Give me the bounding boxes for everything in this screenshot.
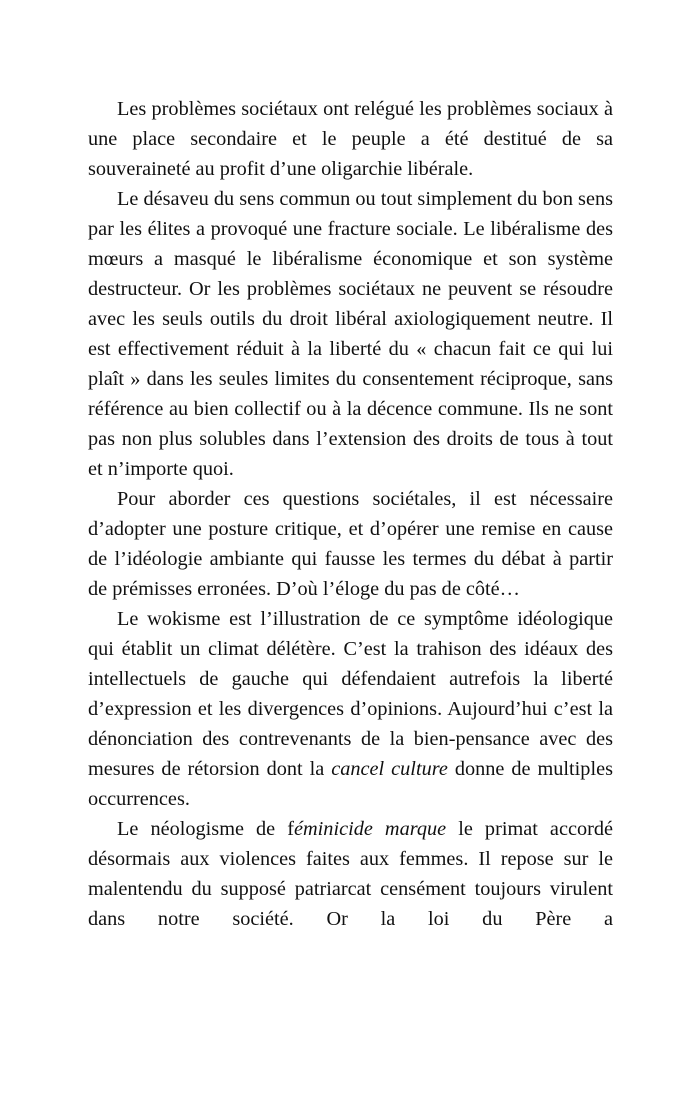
paragraph-text: donne de multiples occurrences.	[88, 758, 613, 810]
paragraph	[88, 604, 613, 814]
paragraph-text: Pour aborder ces questions sociétales, il est nécessaire d’adopter une posture critique, et d’opérer une remise en cause de l’idéologie ambiante qui fausse les termes du débat à partir de prémisses erronées. D’où l’éloge du pas de côté…	[88, 488, 613, 600]
paragraph	[88, 814, 613, 934]
italic-term: éminicide marque	[294, 818, 447, 840]
paragraph-text: Le désaveu du sens commun ou tout simplement du bon sens par les élites a provoqué une fracture sociale. Le libéralisme des mœurs a masqué le libéralisme économique et son système destructeur. Or les problèmes sociétaux ne peuvent se résoudre avec les seuls outils du droit libéral axiologiquement neutre. Il est effectivement réduit à la liberté du « chacun fait ce qui lui plaît » dans les seules limites du consentement réciproque, sans référence au bien collectif ou à la décence commune. Ils ne sont pas non plus solubles dans l’extension des droits de tous à tout et n’importe quoi.	[88, 188, 613, 480]
paragraph-text: Le wokisme est l’illustration de ce symptôme idéologique qui établit un climat délétère. C’est la trahison des idéaux des intellectuels de gauche qui défendaient autrefois la liberté d’expression et les divergences d’opinions. Aujourd’hui c’est la dénonciation des contrevenants de la bien-pensance avec des mesures de rétorsion dont la	[88, 608, 613, 780]
paragraph-text: Les problèmes sociétaux ont relégué les problèmes sociaux à une place secondaire et le peuple a été destitué de sa souveraineté au profit d’une oligarchie libérale.	[88, 98, 613, 180]
paragraph	[88, 184, 613, 484]
body-text	[88, 94, 613, 934]
paragraph-text: Le néologisme de f	[117, 818, 295, 840]
paragraph	[88, 94, 613, 184]
paragraph	[88, 484, 613, 604]
italic-term: cancel culture	[331, 758, 448, 780]
paragraph-text: le primat accordé désormais aux violences faites aux femmes. Il repose sur le malentendu du supposé patriarcat censément toujours virulent dans notre société. Or la loi du Père a	[88, 818, 613, 930]
